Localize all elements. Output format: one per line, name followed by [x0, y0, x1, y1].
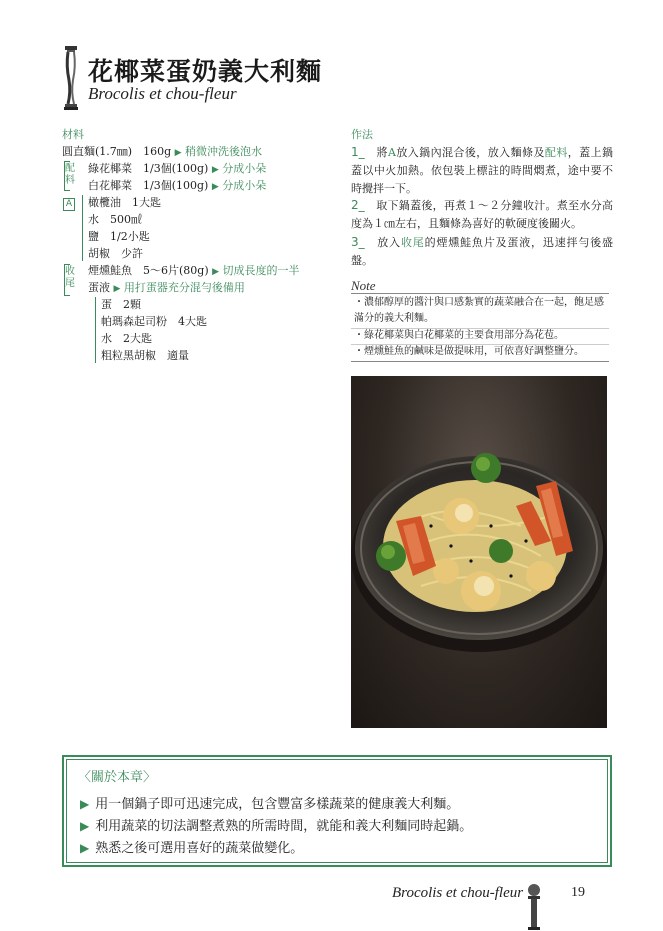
page-number: 19	[571, 885, 585, 900]
ingredient-name: 綠花椰菜 1/3個(100g)	[88, 162, 209, 175]
ingredient-row: 橄欖油 1大匙	[88, 196, 161, 209]
group-shouwei-label: 收尾	[65, 266, 75, 289]
group-a-label: A	[63, 198, 75, 211]
ingredient-note: 用打蛋器充分混勻後備用	[123, 281, 245, 294]
dish-photo	[351, 376, 607, 728]
group-a-line	[82, 195, 83, 261]
note-divider	[351, 361, 609, 362]
chapter-item-text: 利用蔬菜的切法調整煮熟的所需時間，就能和義大利麵同時起鍋。	[95, 819, 473, 834]
chapter-item-text: 用一個鍋子即可迅速完成，包含豐富多樣蔬菜的健康義大利麵。	[95, 797, 460, 812]
triangle-icon: ▶	[174, 148, 182, 158]
egg-liquid-line	[95, 297, 96, 363]
ingredient-row: 粗粒黑胡椒 適量	[101, 349, 189, 362]
ingredient-row: 胡椒 少許	[88, 247, 143, 260]
step-text: 放入鍋內混合後，放入麵條及	[395, 146, 545, 159]
ingredient-name: 白花椰菜 1/3個(100g)	[88, 179, 209, 192]
ingredient-name: 蛋液	[88, 281, 110, 294]
step-highlight: A	[387, 146, 396, 159]
method-label: 作法	[351, 128, 373, 141]
column-icon	[62, 46, 80, 110]
step-3	[351, 233, 613, 270]
chapter-item	[80, 793, 459, 812]
ingredient-note: 分成小朵	[222, 162, 267, 175]
arrow-icon: ▶	[80, 797, 90, 811]
ingredient-note: 切成長度的一半	[222, 264, 300, 277]
arrow-icon: ▶	[80, 819, 90, 833]
column-icon	[526, 884, 542, 930]
group-peiliao-label: 配料	[65, 163, 75, 186]
chapter-item-text: 熟悉之後可選用喜好的蔬菜做變化。	[95, 841, 304, 856]
triangle-icon: ▶	[113, 284, 121, 294]
ingredient-row: 水 2大匙	[101, 332, 152, 345]
step-text: 放入	[377, 236, 401, 249]
arrow-icon: ▶	[80, 841, 90, 855]
ingredient-name: 煙燻鮭魚 5〜6片(80g)	[88, 264, 209, 277]
pasta-dish-illustration	[351, 376, 607, 728]
step-highlight: 配料	[544, 146, 568, 159]
note-divider	[351, 293, 609, 294]
ingredient-note: 稍微沖洗後泡水	[185, 145, 263, 158]
step-text: ，蓋上鍋蓋以中火加熱。依包裝上標註的時間燜煮，途中要不時攪拌一下。	[351, 146, 614, 195]
ingredients-label: 材料	[62, 128, 84, 141]
page-title: 花椰菜蛋奶義大利麵	[88, 57, 323, 86]
step-text: 將	[376, 146, 388, 159]
triangle-icon: ▶	[211, 182, 219, 192]
ingredient-note: 分成小朵	[222, 179, 267, 192]
chapter-item	[80, 815, 472, 834]
step-number: 1_	[351, 145, 365, 159]
triangle-icon: ▶	[212, 267, 220, 277]
step-2	[351, 196, 613, 233]
ingredient-row: 蛋 2顆	[101, 298, 141, 311]
note-item: ・綠花椰菜與白花椰菜的主要食用部分為花苞。	[354, 330, 564, 341]
chapter-title: 〈關於本章〉	[78, 770, 157, 785]
triangle-icon: ▶	[211, 165, 219, 175]
ingredient-row: 水 500㎖	[88, 213, 142, 226]
ingredient-name: 圓直麵(1.7㎜) 160g	[62, 145, 172, 158]
page-subtitle: Brocolis et chou-fleur	[88, 84, 237, 103]
footer-title: Brocolis et chou-fleur	[392, 885, 524, 901]
step-number: 2_	[351, 198, 365, 212]
note-item: ・濃郁醇厚的醬汁與口感紮實的蔬菜融合在一起，飽足感滿分的義大利麵。	[354, 297, 604, 324]
ingredient-row: 帕瑪森起司粉 4大匙	[101, 315, 207, 328]
note-title: Note	[351, 278, 376, 293]
step-text: 的煙燻鮭魚片及蛋液，迅速拌勻後盛盤。	[351, 236, 614, 267]
note-item: ・煙燻鮭魚的鹹味是做提味用，可依喜好調整鹽分。	[354, 346, 584, 357]
step-number: 3_	[351, 235, 365, 249]
chapter-item	[80, 837, 303, 856]
step-text: 取下鍋蓋後，再煮１〜２分鐘收汁。煮至水分高度為１㎝左右，且麵條為喜好的軟硬度後關火。	[351, 199, 613, 230]
ingredient-row: 鹽 1/2小匙	[88, 230, 150, 243]
step-highlight: 收尾	[400, 236, 425, 249]
step-1	[351, 143, 613, 198]
